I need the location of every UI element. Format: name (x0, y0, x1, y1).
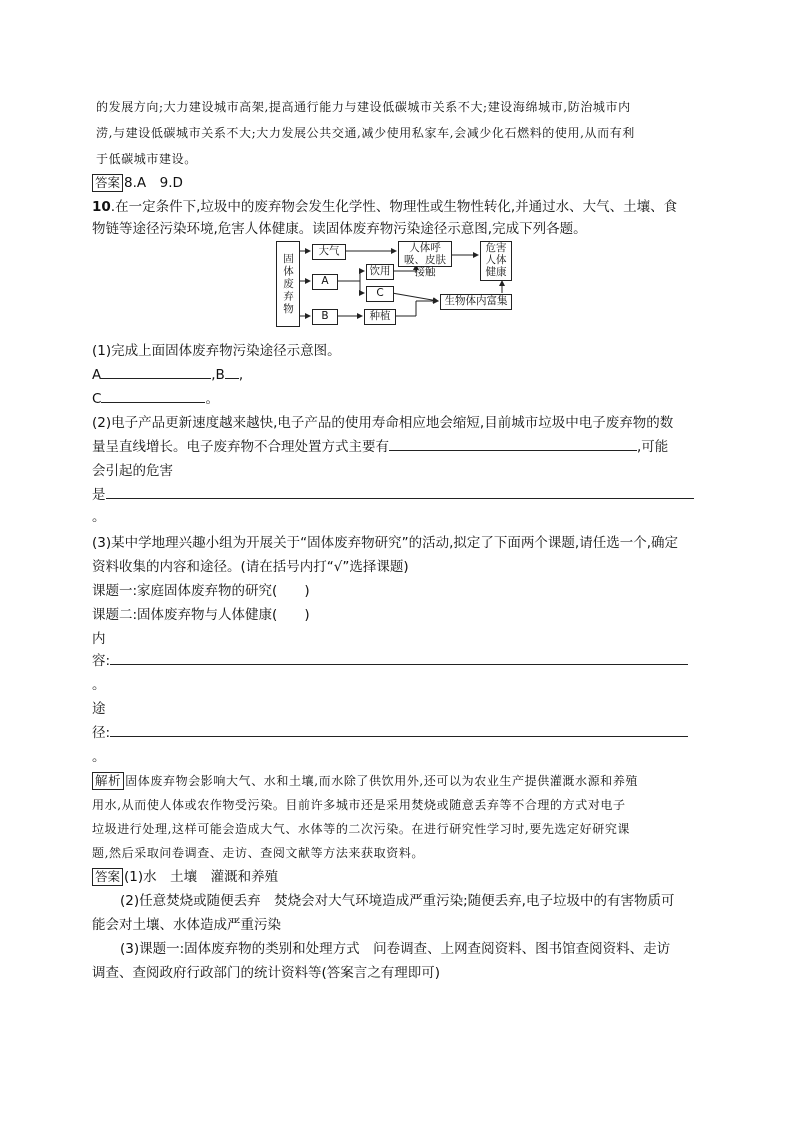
topic-1[interactable]: 课题一:家庭固体废弃物的研究( ) (92, 583, 310, 599)
answer-3-line-2: 调查、查阅政府行政部门的统计资料等(答案言之有理即可) (92, 965, 441, 981)
p2-period: 。 (92, 509, 106, 525)
p1-row-c (92, 388, 219, 410)
answer-tag: 答案 (92, 174, 123, 192)
p2-line-4 (92, 484, 694, 506)
p2-shi: 是 (92, 487, 106, 503)
q10-stem-text-1: .在一定条件下,垃圾中的废弃物会发生化学性、物理性或生物性转化,并通过水、大气、土壤、食 (110, 199, 678, 215)
prev-answer-row (92, 172, 183, 194)
way-label-1: 途 (92, 701, 106, 717)
intro-line-2: 涝,与建设低碳城市关系不大;大力发展公共交通,减少使用私家车,会减少化石燃料的使用,从而有利 (96, 126, 635, 140)
analysis-text-1: 固体废弃物会影响大气、水和土壤,而水除了供饮用外,还可以为农业生产提供灌溉水源和养殖 (125, 774, 639, 788)
p1-row-ab (92, 364, 243, 386)
c-box: C (366, 286, 394, 302)
p1-sep: , (238, 367, 244, 383)
answer-3-line-1: (3)课题一:固体废弃物的类别和处理方式 问卷调查、上网查阅资料、图书馆查阅资料、走访 (120, 941, 671, 957)
analysis-tag: 解析 (92, 772, 124, 790)
plant-box: 种植 (364, 309, 396, 325)
p2-text-end: ,可能 (637, 439, 669, 455)
intro-line-1: 的发展方向;大力建设城市高架,提高通行能力与建设低碳城市关系不大;建设海绵城市,防治城市内 (96, 100, 631, 114)
p3-line-1: (3)某中学地理兴趣小组为开展关于“固体废弃物研究”的活动,拟定了下面两个课题,请任选一个,确定 (92, 535, 678, 551)
p1-a-label: A (92, 367, 102, 383)
answer-line-1 (92, 866, 278, 888)
p2-line-2 (92, 436, 668, 458)
q10-number: 10 (92, 199, 111, 215)
p2-text: 量呈直线增长。电子废弃物不合理处置方式主要有 (92, 439, 389, 455)
blank-content[interactable] (110, 650, 688, 665)
b-box: B (312, 309, 338, 325)
intro-line-3: 于低碳城市建设。 (96, 152, 197, 166)
blank-way[interactable] (110, 722, 688, 737)
content-period: 。 (92, 677, 106, 693)
analysis-line-4: 题,然后采取问卷调查、走访、查阅文献等方法来获取资料。 (92, 846, 425, 860)
topic-2[interactable]: 课题二:固体废弃物与人体健康( ) (92, 607, 310, 623)
harm-box: 危害人体健康 (480, 241, 512, 281)
p2-line-3: 会引起的危害 (92, 463, 173, 479)
p1-label: (1)完成上面固体废弃物污染途径示意图。 (92, 343, 341, 359)
analysis-line-2: 用水,从而使人体或农作物受污染。目前许多城市还是采用焚烧或随意丢弃等不合理的方式对电子 (92, 798, 626, 812)
blank-b[interactable] (225, 364, 239, 379)
analysis-line-3: 垃圾进行处理,这样可能会造成大气、水体等的二次污染。在进行研究性学习时,要先选定好研究课 (92, 822, 631, 836)
drink-box: 饮用 (366, 264, 394, 280)
blank-harm[interactable] (106, 484, 694, 499)
answer-1: (1)水 土壤 灌溉和养殖 (124, 869, 279, 885)
p1-b-label: ,B (211, 367, 225, 383)
source-box: 固体废弃物 (276, 241, 300, 327)
breath-box: 人体呼吸、皮肤接触 (398, 241, 452, 267)
a-box: A (312, 274, 338, 290)
prev-answer: 8.A 9.D (124, 175, 183, 191)
p1-c-label: C (92, 391, 102, 407)
way-period: 。 (92, 749, 106, 765)
p3-line-2: 资料收集的内容和途径。(请在括号内打“√”选择课题) (92, 559, 409, 575)
answer-2-line-2: 能会对土壤、水体造成严重污染 (92, 917, 281, 933)
pollution-path-diagram (276, 241, 536, 331)
analysis-line-1 (92, 770, 638, 792)
answer-tag-2: 答案 (92, 868, 123, 886)
blank-c[interactable] (101, 388, 205, 403)
p1-period: 。 (205, 391, 219, 407)
way-label-2: 径: (92, 725, 111, 741)
air-box: 大气 (312, 244, 346, 260)
p2-line-1: (2)电子产品更新速度越来越快,电子产品的使用寿命相应地会缩短,目前城市垃圾中电子废弃物的数 (92, 415, 674, 431)
content-label-2: 容: (92, 653, 111, 669)
blank-a[interactable] (101, 364, 211, 379)
bio-box: 生物体内富集 (440, 294, 512, 310)
way-row (92, 722, 688, 744)
answer-2-line-1: (2)任意焚烧或随便丢弃 焚烧会对大气环境造成严重污染;随便丢弃,电子垃圾中的有害物质可 (120, 893, 675, 909)
q10-stem-line-2: 物链等途径污染环境,危害人体健康。读固体废弃物污染途径示意图,完成下列各题。 (92, 221, 587, 237)
content-row (92, 650, 688, 672)
blank-disposal[interactable] (389, 436, 637, 451)
q10-stem-line-1 (92, 196, 677, 218)
content-label-1: 内 (92, 631, 106, 647)
